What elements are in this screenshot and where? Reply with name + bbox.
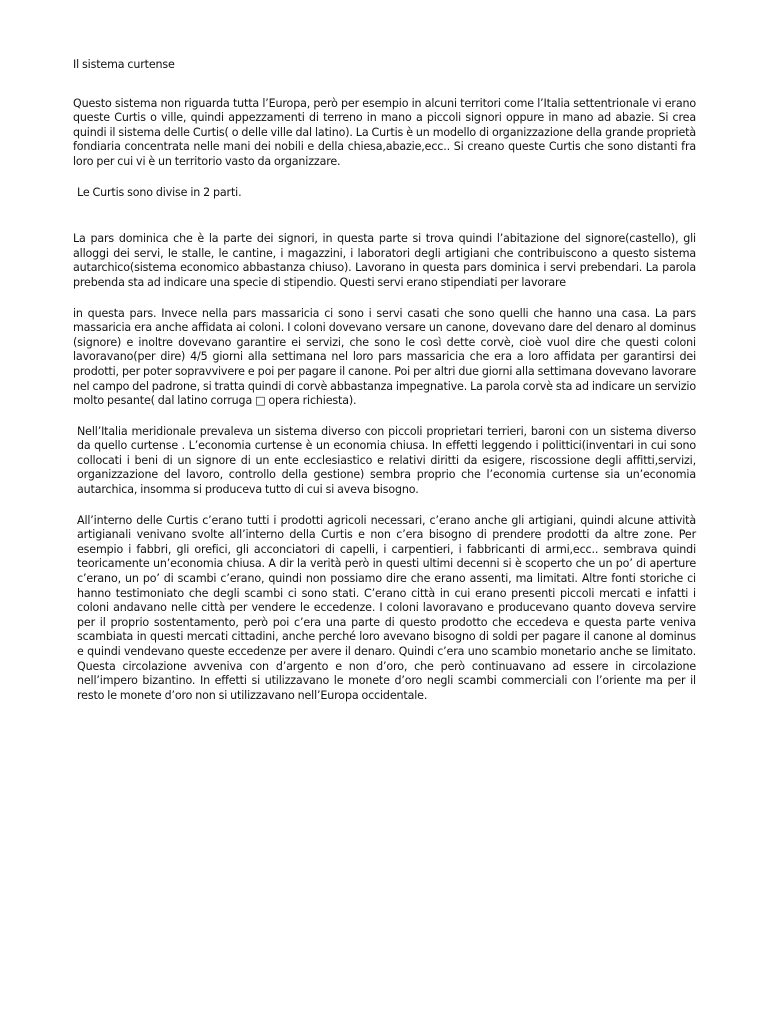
paragraph-introduction: Questo sistema non riguarda tutta l’Europa, però per esempio in alcuni territori come l’Italia settentrionale vi erano queste Curtis o ville, quindi appezzamenti di terreno in mano a piccoli signori oppure in mano ad abazie. Si crea quindi il sistema delle Curtis( o delle ville dal latino). La Curtis è un modello di organizzazione della grande proprietà fondiaria concentrata nelle mani dei nobili e della chiesa,abazie,ecc.. Si creano queste Curtis che sono distanti fra loro per cui vi è un territorio vasto da organizzare. (73, 96, 696, 168)
paragraph-scambi-monetari: All’interno delle Curtis c’erano tutti i prodotti agricoli necessari, c’erano anche gli artigiani, quindi alcune attività artigianali venivano svolte all’interno della Curtis e non c’era bisogno di prendere prodotti da altre zone. Per esempio i fabbri, gli orefici, gli acconciatori di capelli, i carpentieri, i fabbricanti di armi,ecc.. sembrava quindi teoricamente un’economia chiusa. A dir la verità però in questi ultimi decenni si è scoperto che un po’ di aperture c’erano, un po’ di scambi c’erano, quindi non possiamo dire che erano assenti, ma limitati. Altre fonti storiche ci hanno testimoniato che degli scambi ci sono stati. C’erano città in cui erano presenti piccoli mercati e infatti i coloni andavano nelle città per vendere le eccedenze. I coloni lavoravano e producevano quanto doveva servire per il proprio sostentamento, però poi c’era una parte di questo prodotto che eccedeva e questa parte veniva scambiata in questi mercati cittadini, anche perché loro avevano bisogno di soldi per pagare il canone al dominus e quindi vendevano queste eccedenze per avere il denaro. Quindi c’era uno scambio monetario anche se limitato. Questa circolazione avveniva con d’argento e non d’oro, che però continuavano ad essere in circolazione nell’impero bizantino. In effetti si utilizzavano le monete d’oro negli scambi commerciali con l’oriente ma per il resto le monete d’oro non si utilizzavano nell’Europa occidentale. (77, 513, 696, 702)
document-title: Il sistema curtense (73, 58, 175, 71)
document-body (73, 58, 696, 703)
paragraph-italia-meridionale: Nell’Italia meridionale prevaleva un sistema diverso con piccoli proprietari terrieri, baroni con un sistema diverso da quello curtense . L’economia curtense è un economia chiusa. In effetti leggendo i polittici(inventari in cui sono collocati i beni di un signore di un ente ecclesiastico e relativi diritti da esigere, riscossione degli affitti,servizi, organizzazione del lavoro, controllo della gestione) sembra proprio che l’economia curtense sia un’economia autarchica, insomma si produceva tutto di cui si aveva bisogno. (77, 424, 696, 497)
paragraph-pars-dominica: La pars dominica che è la parte dei signori, in questa parte si trova quindi l’abitazione del signore(castello), gli alloggi dei servi, le stalle, le cantine, i magazzini, i laboratori degli artigiani che contribuiscono a questo sistema autarchico(sistema economico abbastanza chiuso). Lavorano in questa pars dominica i servi prebendari. La parola prebenda sta ad indicare una specie di stipendio. Questi servi erano stipendiati per lavorare (73, 232, 696, 289)
paragraph-curtis-parts: Le Curtis sono divise in 2 parti. (77, 185, 242, 199)
paragraph-pars-massaricia: in questa pars. Invece nella pars massaricia ci sono i servi casati che sono quelli che hanno una casa. La pars massaricia era anche affidata ai coloni. I coloni dovevano versare un canone, dovevano dare del denaro al dominus (signore) e inoltre dovevano garantire ei servizi, che sono le così dette corvè, cioè vuol dire che questi coloni lavoravano(per dire) 4/5 giorni alla settimana nel loro pars massaricia che era a loro affidata per garantirsi dei prodotti, per poter sopravvivere e poi per pagare il canone. Poi per altri due giorni alla settimana dovevano lavorare nel campo del padrone, si tratta quindi di corvè abbastanza impegnative. La parola corvè sta ad indicare un servizio molto pesante( dal latino corruga □ opera richiesta). (73, 306, 696, 408)
